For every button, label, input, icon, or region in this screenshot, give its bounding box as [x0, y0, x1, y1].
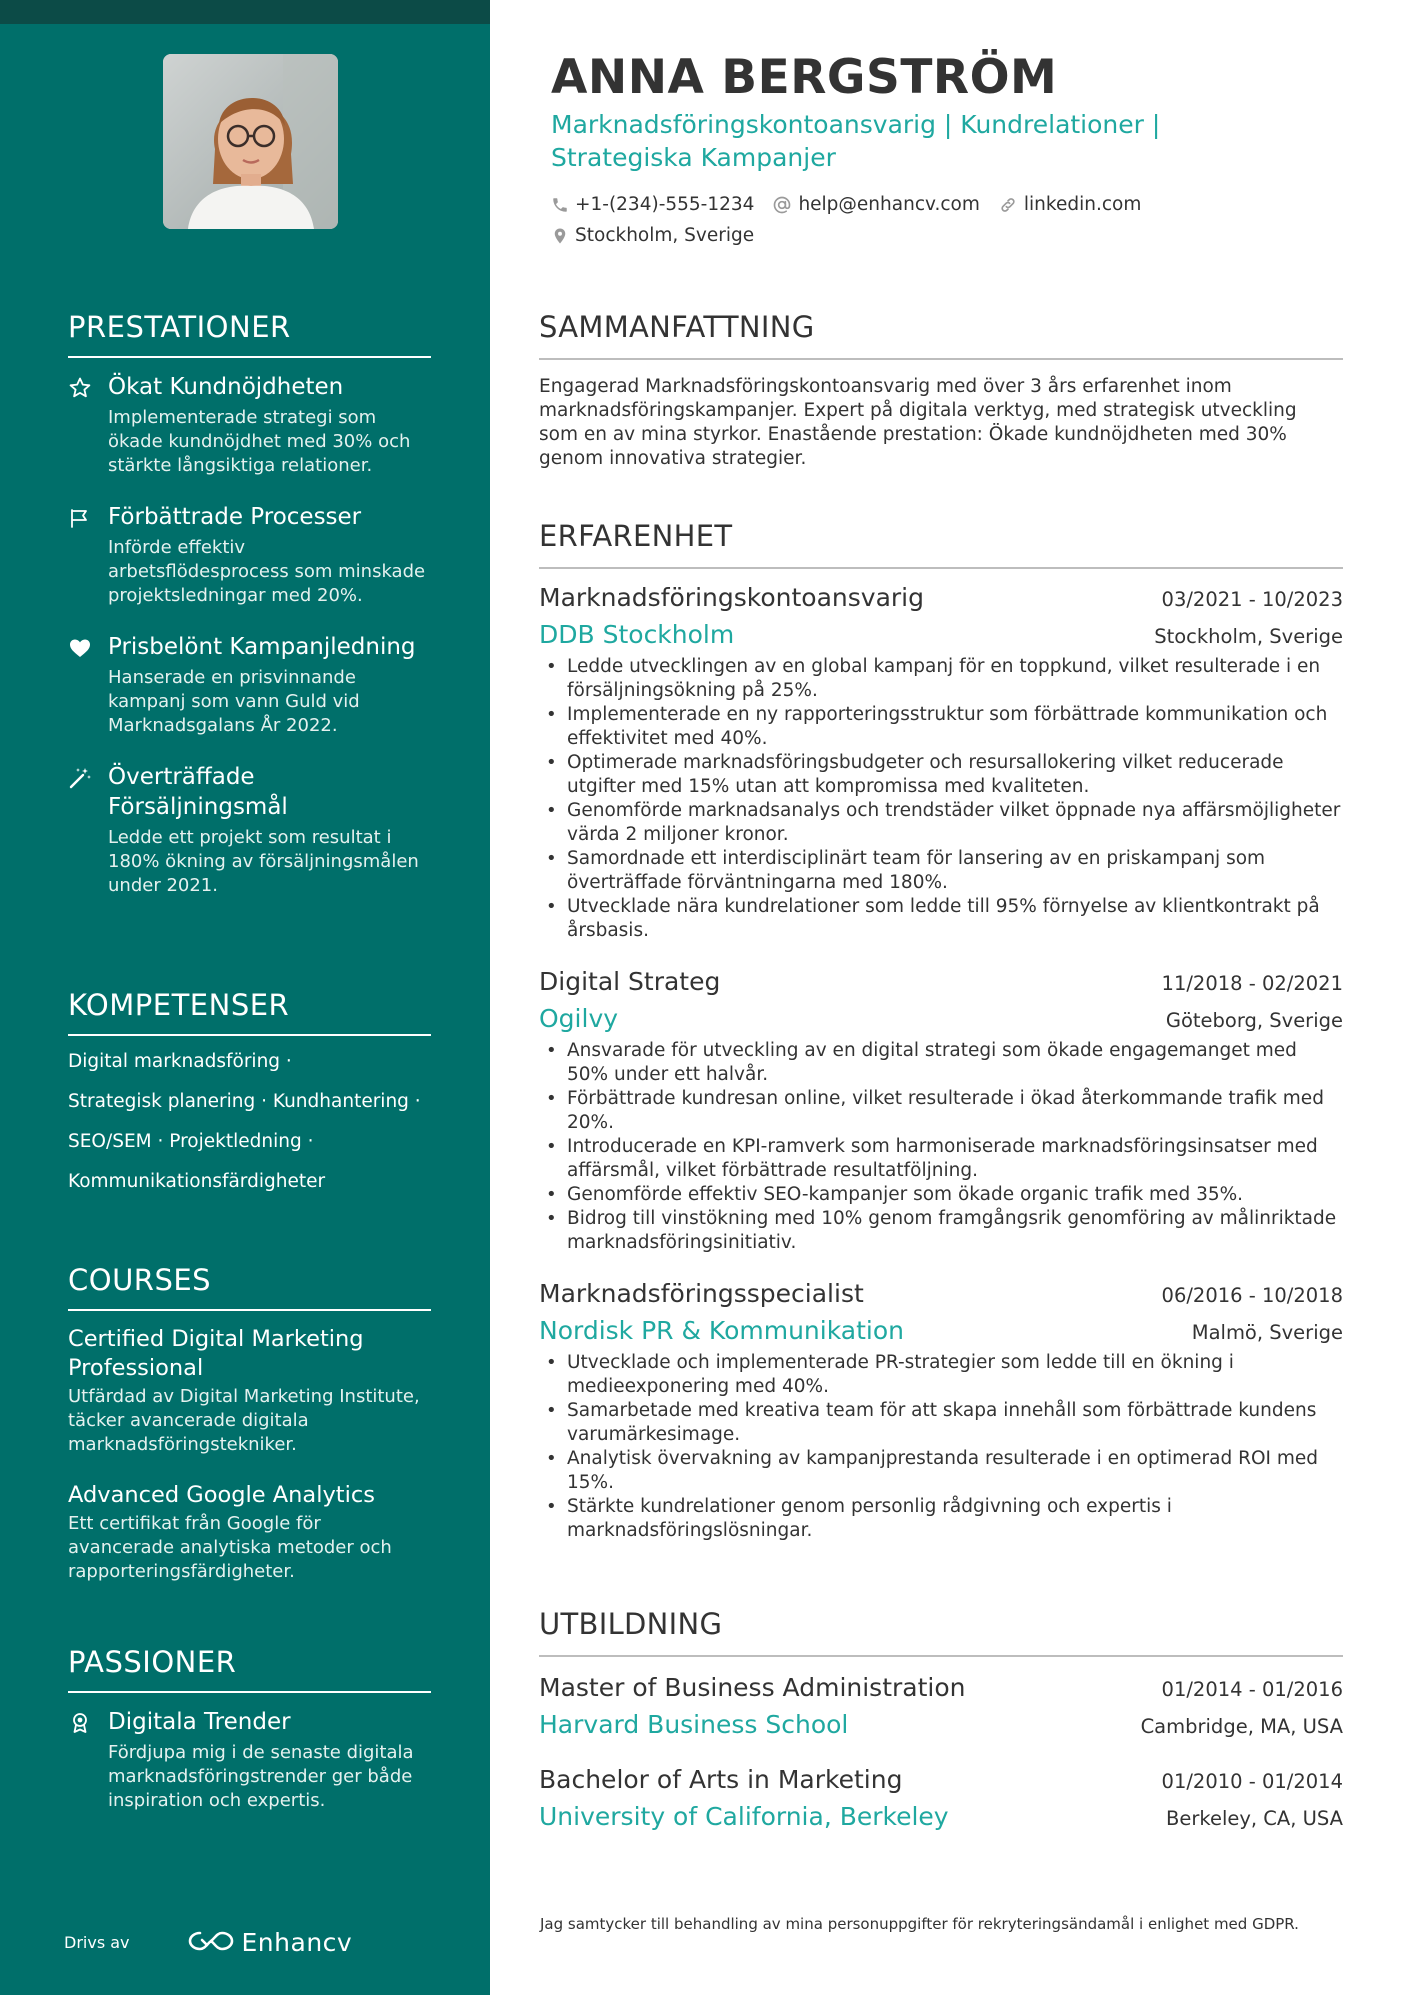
skills-heading: KOMPETENSER [68, 988, 431, 1036]
course-description: Ett certifikat från Google för avancerade analytiska metoder och rapporteringsfärdigheter. [68, 1513, 392, 1582]
job-bullet: • Samarbetade med kreativa team för att skapa innehåll som förbättrade kundens varumärkesimage. [539, 1399, 1343, 1447]
course-description: Utfärdad av Digital Marketing Institute, täcker avancerade digitala marknadsföringstekniker. [68, 1386, 420, 1455]
experience-heading: ERFARENHET [539, 519, 1343, 569]
job-bullets [539, 1351, 1343, 1543]
education-heading: UTBILDNING [539, 1607, 1343, 1657]
course-title: Certified Digital Marketing Professional [68, 1326, 364, 1381]
achievement-item [68, 502, 431, 608]
passions-section [68, 1645, 431, 1837]
skills-section [68, 988, 431, 1210]
job-bullet: • Genomförde effektiv SEO-kampanjer som ökade organic trafik med 35%. [539, 1183, 1343, 1207]
skill-line: Digital marknadsföring · [68, 1051, 292, 1072]
phone-contact [551, 194, 754, 215]
achievement-title: Överträffade Försäljningsmål [108, 764, 288, 820]
course-item [68, 1481, 431, 1584]
location-text: Stockholm, Sverige [575, 225, 755, 246]
job-bullet: • Ledde utvecklingen av en global kampanj för en toppkund, vilket resulterade i en försäljningsökning på 25%. [539, 655, 1343, 703]
sidebar-top-bar [0, 0, 490, 24]
flag-icon [68, 506, 92, 530]
enhancv-logo-icon[interactable] [188, 1929, 234, 1957]
achievement-title: Ökat Kundnöjdheten [108, 374, 344, 400]
portrait-illustration [163, 54, 338, 229]
education-dates: 01/2014 - 01/2016 [1161, 1678, 1343, 1701]
course-item [68, 1325, 431, 1457]
education-dates: 01/2010 - 01/2014 [1161, 1770, 1343, 1793]
achievement-title: Prisbelönt Kampanjledning [108, 634, 416, 660]
job-bullets [539, 1039, 1343, 1255]
summary-text: Engagerad Marknadsföringskontoansvarig med över 3 års erfarenhet inom marknadsföringskampanjer. Expert på digitala verktyg, med strategisk utveckling som en av mina styrkor. Enastående prestation: Ökade kundnöjdheten med 30% genom innovativa strategier. [539, 376, 1297, 469]
education-entry [539, 1765, 1343, 1831]
star-icon [68, 376, 92, 400]
courses-heading: COURSES [68, 1263, 431, 1311]
achievement-title: Förbättrade Processer [108, 504, 362, 530]
education-section [539, 1607, 1343, 1831]
course-title: Advanced Google Analytics [68, 1482, 375, 1508]
job-bullet: • Förbättrade kundresan online, vilket resulterade i ökad återkommande trafik med 20%. [539, 1087, 1343, 1135]
achievement-description: Införde effektiv arbetsflödesprocess som minskade projektsledningar med 20%. [108, 537, 426, 606]
skill-line: Kommunikationsfärdigheter [68, 1171, 326, 1192]
achievement-item [68, 632, 431, 738]
passions-heading: PASSIONER [68, 1645, 431, 1693]
job-dates: 03/2021 - 10/2023 [1161, 588, 1343, 611]
job-bullet: • Bidrog till vinstökning med 10% genom framgångsrik genomföring av målinriktade marknadsföringsinitiativ. [539, 1207, 1343, 1255]
candidate-tagline: Marknadsföringskontoansvarig | Kundrelationer | Strategiska Kampanjer [551, 110, 1161, 172]
job-bullet: • Utvecklade nära kundrelationer som ledde till 95% förnyelse av klientkontrakt på årsbasis. [539, 895, 1343, 943]
location-contact [551, 225, 754, 246]
link-icon [998, 195, 1018, 215]
skills-list [68, 1050, 431, 1194]
achievement-description: Ledde ett projekt som resultat i 180% ökning av försäljningsmålen under 2021. [108, 827, 419, 896]
job-bullet: • Stärkte kundrelationer genom personlig rådgivning och expertis i marknadsföringslösningar. [539, 1495, 1343, 1543]
achievement-item [68, 372, 431, 478]
job-dates: 11/2018 - 02/2021 [1161, 972, 1343, 995]
school-name: University of California, Berkeley [539, 1802, 949, 1831]
job-bullet: • Ansvarade för utveckling av en digital strategi som ökade engagemanget med 50% under ett halvår. [539, 1039, 1343, 1087]
passion-item [68, 1707, 431, 1813]
linkedin-contact [998, 194, 1141, 215]
passion-description: Fördjupa mig i de senaste digitala marknadsföringstrender ger både inspiration och expertis. [108, 1742, 414, 1811]
job-company: Ogilvy [539, 1004, 619, 1033]
school-location: Cambridge, MA, USA [1140, 1715, 1343, 1738]
job-bullet: • Implementerade en ny rapporteringsstruktur som förbättrade kommunikation och effektivitet med 40%. [539, 703, 1343, 751]
job-entry [539, 1279, 1343, 1543]
summary-section [539, 310, 1343, 471]
skill-line: SEO/SEM · Projektledning · [68, 1131, 314, 1152]
heart-icon [68, 636, 92, 660]
email-contact [772, 194, 979, 215]
phone-icon [551, 196, 569, 214]
job-company: Nordisk PR & Kommunikation [539, 1316, 904, 1345]
magic-wand-icon [68, 766, 92, 790]
degree-title: Master of Business Administration [539, 1673, 966, 1702]
powered-by-footer [64, 1928, 352, 1957]
job-bullets [539, 655, 1343, 943]
candidate-name: ANNA BERGSTRÖM [551, 50, 1058, 105]
summary-heading: SAMMANFATTNING [539, 310, 1343, 360]
achievements-section [68, 310, 431, 922]
award-icon [68, 1711, 92, 1735]
profile-photo [163, 54, 338, 229]
job-entry [539, 967, 1343, 1255]
job-bullet: • Samordnade ett interdisciplinärt team för lansering av en priskampanj som överträffade förväntningarna med 180%. [539, 847, 1343, 895]
gdpr-consent: Jag samtycker till behandling av mina personuppgifter för rekryteringsändamål i enlighet med GDPR. [540, 1915, 1299, 1933]
job-title: Marknadsföringskontoansvarig [539, 583, 924, 612]
school-name: Harvard Business School [539, 1710, 849, 1739]
achievement-description: Hanserade en prisvinnande kampanj som vann Guld vid Marknadsgalans År 2022. [108, 667, 360, 736]
degree-title: Bachelor of Arts in Marketing [539, 1765, 903, 1794]
school-location: Berkeley, CA, USA [1165, 1807, 1343, 1830]
linkedin-link[interactable]: linkedin.com [1023, 194, 1142, 215]
job-location: Göteborg, Sverige [1165, 1009, 1343, 1032]
job-bullet: • Introducerade en KPI-ramverk som harmoniserade marknadsföringsinsatser med affärsmål, vilket förbättrade resultatföljning. [539, 1135, 1343, 1183]
job-title: Marknadsföringsspecialist [539, 1279, 864, 1308]
job-bullet: • Analytisk övervakning av kampanjprestanda resulterade i en optimerad ROI med 15%. [539, 1447, 1343, 1495]
achievement-description: Implementerade strategi som ökade kundnöjdhet med 30% och stärkte långsiktiga relationer. [108, 407, 411, 476]
at-sign-icon [772, 195, 792, 215]
job-bullet: • Optimerade marknadsföringsbudgeter och resursallokering vilket reducerade utgifter med 15% utan att kompromissa med kvaliteten. [539, 751, 1343, 799]
job-dates: 06/2016 - 10/2018 [1161, 1284, 1343, 1307]
map-pin-icon [551, 226, 569, 246]
job-location: Stockholm, Sverige [1154, 625, 1343, 648]
powered-by-label: Drivs av [64, 1933, 130, 1952]
job-bullet: • Utvecklade och implementerade PR-strategier som ledde till en ökning i medieexponering med 40%. [539, 1351, 1343, 1399]
job-title: Digital Strateg [539, 967, 721, 996]
job-company: DDB Stockholm [539, 620, 735, 649]
education-entry [539, 1673, 1343, 1739]
passion-title: Digitala Trender [108, 1709, 291, 1735]
achievements-heading: PRESTATIONER [68, 310, 431, 358]
enhancv-brand[interactable]: Enhancv [241, 1928, 353, 1957]
job-bullet: • Genomförde marknadsanalys och trendstäder vilket öppnade nya affärsmöjligheter värda 2 miljoner kronor. [539, 799, 1343, 847]
email-address[interactable]: help@enhancv.com [798, 194, 980, 215]
skill-line: Strategisk planering · Kundhantering · [68, 1091, 421, 1112]
phone-number[interactable]: +1-(234)-555-1234 [575, 194, 755, 215]
experience-section [539, 519, 1343, 1543]
job-location: Malmö, Sverige [1191, 1321, 1343, 1344]
sidebar [0, 0, 490, 1995]
achievement-item [68, 762, 431, 898]
contact-row [551, 194, 1159, 215]
job-entry [539, 583, 1343, 943]
courses-section [68, 1263, 431, 1608]
location-row [551, 225, 772, 246]
